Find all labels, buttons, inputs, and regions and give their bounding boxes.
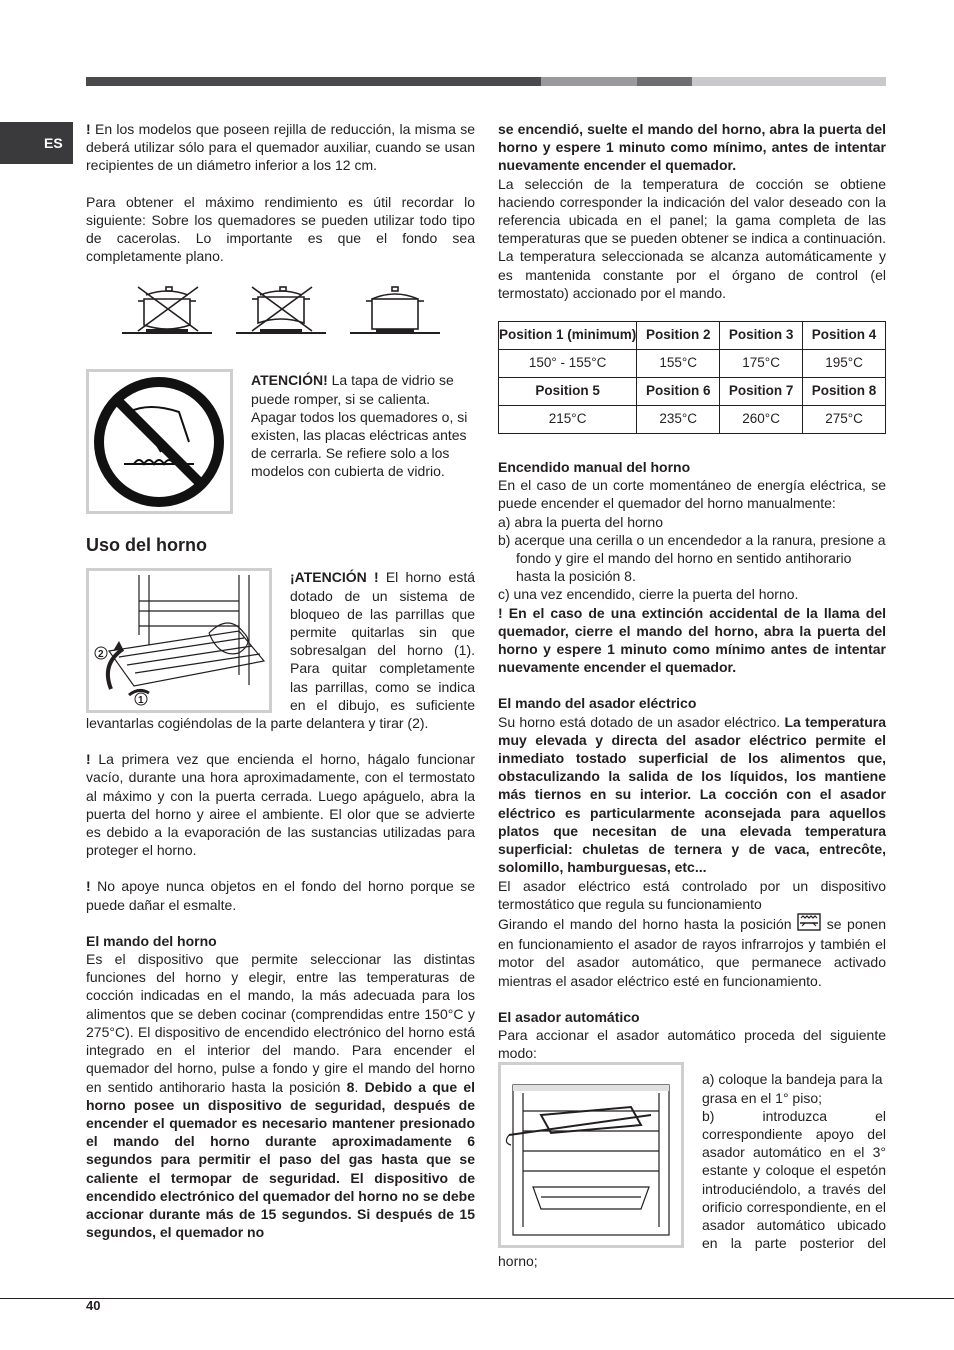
language-tab: ES — [0, 122, 73, 164]
rack-step-label: 2 — [98, 649, 104, 661]
first-use-note: ! La primera vez que encienda el horno, hágalo funcionar vacío, durante una hora aproximadamente, con el termostato al máximo y con la puerta cerrada. Luego apáguelo, abra la puerta del horno y airee el ambiente. El olor que se advierte es debido a la evaporación de las sustancias utilizadas para proteger el horno. — [86, 751, 475, 859]
temperature-table — [498, 321, 886, 434]
table-row — [499, 350, 886, 378]
glass-lid-warning-text: ATENCIÓN! La tapa de vidrio se puede romper, si se calienta. Apagar todos los quemadores o, si existen, las placas eléctricas antes de cerrarla. Se refiere solo a los modelos con cubierta de vidrio. — [251, 372, 468, 480]
right-column — [498, 120, 886, 1271]
oven-rack-figure — [86, 568, 272, 713]
grill-symbol-icon — [797, 913, 821, 935]
pans-note: Para obtener el máximo rendimiento es útil recordar lo siguiente: Sobre los quemadores se pueden utilizar todo tipo de cacerolas. Lo importante es que el fondo sea completamente plano. — [86, 193, 475, 265]
header-bar — [86, 77, 886, 86]
rotisserie-step-b: b) introduzca el correspondiente apoyo del asador automático en el 3° estante y coloque el espetón introduciéndolo, a través del orificio correspondiente, en el asador automático ubicado en la parte posterior del horno; — [498, 1107, 886, 1270]
temperature-selection-text: La selección de la temperatura de cocción se obtiene haciendo corresponder la indicación del valor deseado con la referencia ubicada en el panel; la gama completa de las temperaturas que se pueden obtener se indica a continuación. La temperatura seleccionada se alcanza automáticamente y es mantenida constante por el órgano de control (el termostato) accionado por el mando. — [498, 175, 886, 301]
grill-position-text: Girando el mando del horno hasta la posición se ponen en funcionamiento el asador de rayos infrarrojos y también el motor del asador automático, que permanece activado mientras el asador eléctrico esté en funcionamiento. — [498, 913, 886, 990]
glass-lid-warning-figure — [86, 369, 233, 514]
pans-icon — [86, 285, 475, 355]
reduction-grid-note: ! En los modelos que poseen rejilla de reducción, la misma se deberá utilizar sólo para el quemador auxiliar, cuando se usan recipientes de un diámetro inferior a los 12 cm. — [86, 121, 475, 174]
manual-ignition-intro: En el caso de un corte momentáneo de energía eléctrica, se puede encender el quemador del horno manualmente: — [498, 477, 886, 512]
manual-step-a: a) abra la puerta del horno — [498, 513, 663, 530]
rotisserie-intro: Para accionar el asador automático proceda del siguiente modo: — [498, 1026, 886, 1062]
manual-step-c: c) una vez encendido, cierre la puerta del horno. — [498, 586, 799, 603]
manual-ignition-title: Encendido manual del horno — [498, 459, 691, 476]
header-bar-segment — [692, 77, 886, 86]
table-row — [499, 322, 886, 350]
table-cell: Position 2 — [637, 322, 720, 350]
rotisserie-figure — [498, 1062, 684, 1248]
table-cell: 195°C — [803, 350, 886, 378]
enamel-note: ! No apoye nunca objetos en el fondo del horno porque se puede dañar el esmalte. — [86, 878, 475, 913]
table-cell: Position 6 — [637, 378, 720, 406]
table-cell: Position 4 — [803, 322, 886, 350]
rack-attention-text: ¡ATENCIÓN ! El horno está dotado de un sistema de bloqueo de las parrillas que permite quitarlas sin que sobresalgan del horno (1). Para quitar completamente las parrillas, como se indica en el dibujo, es suficiente levantarlas cogiéndolas de la parte delantera y tirar (2). — [86, 569, 475, 732]
table-cell: 215°C — [499, 406, 637, 434]
header-bar-segment — [637, 77, 692, 86]
table-cell: 150° - 155°C — [499, 350, 637, 378]
flame-extinction-warning: ! En el caso de una extinción accidental de la llama del quemador, cierre el mando del horno, abra la puerta del horno y espere 1 minuto como mínimo antes de intentar nuevamente encender el quemador. — [498, 604, 886, 676]
table-cell: 275°C — [803, 406, 886, 434]
oven-rack-icon — [89, 571, 269, 710]
table-cell: Position 3 — [720, 322, 803, 350]
table-cell: 155°C — [637, 350, 720, 378]
rotisserie-icon — [501, 1065, 681, 1245]
header-bar-segment — [541, 77, 637, 86]
pans-illustration — [86, 285, 475, 367]
table-cell: 260°C — [720, 406, 803, 434]
rotisserie-title: El asador automático — [498, 1008, 640, 1025]
knob-continuation: se encendió, suelte el mando del horno, abra la puerta del horno y espere 1 minuto como mínimo, antes de intentar nuevamente encender el quemador. — [498, 121, 886, 174]
grill-knob-title: El mando del asador eléctrico — [498, 695, 697, 712]
page-number: 40 — [86, 1298, 101, 1313]
grill-thermostat-text: El asador eléctrico está controlado por un dispositivo termostático que regula su funcionamiento — [498, 877, 886, 912]
table-row — [499, 406, 886, 434]
table-row — [499, 378, 886, 406]
section-title-oven: Uso del horno — [86, 535, 207, 556]
grill-knob-text: Su horno está dotado de un asador eléctrico. La temperatura muy elevada y directa del asador eléctrico permite el inmediato tostado superficial de los alimentos que, obstaculizando la salida de los líquidos, los mantiene más tiernos en su interior. La cocción con el asador eléctrico es particularmente aconsejada para aquellos platos que necesitan de una elevada temperatura superficial: chuletas de ternera y de vaca, entrecôte, solomillo, hamburguesas, etc... — [498, 713, 886, 876]
table-cell: Position 1 (minimum) — [499, 322, 637, 350]
table-cell: Position 5 — [499, 378, 637, 406]
rotisserie-step-a: a) coloque la bandeja para la grasa en el 1° piso; — [702, 1071, 883, 1106]
footer-line — [0, 1298, 954, 1299]
table-cell: Position 8 — [803, 378, 886, 406]
no-close-hot-lid-icon — [89, 372, 230, 511]
table-cell: 235°C — [637, 406, 720, 434]
left-column — [86, 120, 475, 1241]
table-cell: 175°C — [720, 350, 803, 378]
oven-knob-title: El mando del horno — [86, 932, 217, 949]
table-cell: Position 7 — [720, 378, 803, 406]
rack-step-label: 1 — [138, 695, 144, 707]
oven-knob-text: Es el dispositivo que permite seleccionar las distintas funciones del horno y elegir, entre las temperaturas de cocción indicadas en el mando, la más adecuada para los alimentos que se deben cocinar (comprendidas entre 150°C y 275°C). El dispositivo de encendido electrónico del horno está integrado en el interior del mando. Para encender el quemador del horno, pulse a fondo y gire el mando del horno en sentido antihorario hasta la posición 8. Debido a que el horno posee un dispositivo de seguridad, después de encender el quemador es necesario mantener presionado el mando del horno durante aproximadamente 6 segundos para permitir el paso del gas hasta que se caliente el termopar de seguridad. El dispositivo de encendido electrónico del quemador del horno no se debe accionar durante más de 15 segundos. Si después de 15 segundos, el quemador no — [86, 951, 476, 1241]
header-bar-segment — [86, 77, 541, 86]
manual-step-b: b) acerque una cerilla o un encendedor a la ranura, presione a fondo y gire el mando del horno en sentido antihorario hasta la posición 8. — [498, 531, 886, 585]
